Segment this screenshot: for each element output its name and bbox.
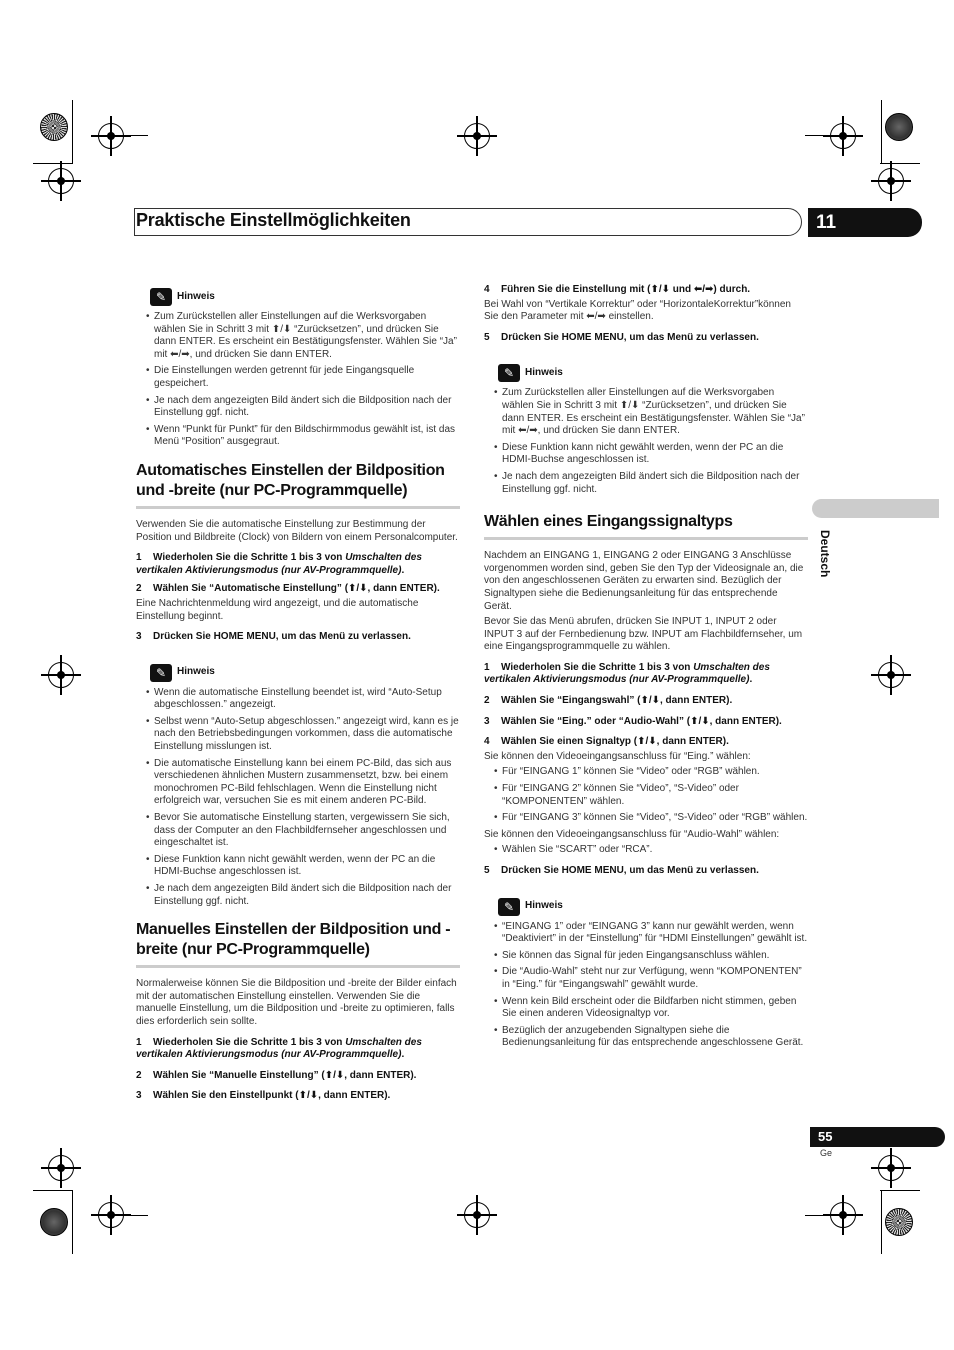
paragraph: Bevor Sie das Menü abrufen, drücken Sie INPUT 1, INPUT 2 oder INPUT 3 auf der Fernbedienung bzw. INPUT am Flachbildfernseher, um eine Eingangsprogrammquelle zu wählen. <box>484 616 803 653</box>
note-label: Hinweis <box>177 666 215 678</box>
list-item: • Wählen Sie “SCART” oder “RCA”. <box>494 844 808 857</box>
paragraph: Eine Nachrichtenmeldung wird angezeigt, und die automatische Einstellung beginnt. <box>136 597 419 622</box>
note-list <box>494 387 808 496</box>
note-label: Hinweis <box>525 367 563 379</box>
page-number: 55 <box>810 1127 945 1147</box>
registration-mark-icon <box>830 123 856 149</box>
note-label: Hinweis <box>525 900 563 912</box>
note-label: Hinweis <box>177 290 215 302</box>
registration-mark-icon <box>98 123 124 149</box>
paragraph: Sie können den Videoeingangsanschluss für “Eing.” wählen: <box>484 750 751 762</box>
section-heading: Wählen eines Eingangssignaltyps <box>484 512 808 540</box>
right-column <box>484 284 808 1054</box>
note-list <box>494 921 808 1050</box>
section-heading: Manuelles Einstellen der Bildposition und -breite (nur PC-Programmquelle) <box>136 920 460 968</box>
registration-mark-icon <box>878 168 904 194</box>
registration-mark-icon <box>48 168 74 194</box>
list-item: • Diese Funktion kann nicht gewählt werden, wenn der PC an die HDMI-Buchse angeschlossen ist. <box>494 442 808 467</box>
signal-type-list <box>494 766 808 824</box>
list-item: • Wenn die automatische Einstellung beendet ist, wird “Auto-Setup abgeschlossen.” angezeigt. <box>146 687 460 712</box>
chapter-number: 11 <box>808 208 922 237</box>
step: 2 Wählen Sie “Eingangswahl” (⬆/⬇, dann ENTER). <box>484 695 733 707</box>
pencil-icon: ✎ <box>498 364 520 382</box>
list-item: • Bevor Sie automatische Einstellung starten, vergewissern Sie sich, dass der Computer an den Flachbildfernseher angeschlossen und eingeschaltet ist. <box>146 812 460 850</box>
list-item: • Die automatische Einstellung kann bei einem PC-Bild, das sich aus verschiedenen ähnlichen Mustern zusammensetzt, bzw. bei einem monochromen PC-Bild fehlschlagen. Wenn die Einstellung nicht erfolgreich war, versuchen Sie es mit einem anderen PC-Bild. <box>146 758 460 808</box>
registration-mark-icon <box>464 123 490 149</box>
step: 2 Wählen Sie “Manuelle Einstellung” (⬆/⬇, dann ENTER). <box>136 1069 417 1081</box>
list-item: • Die Einstellungen werden getrennt für jede Eingangsquelle gespeichert. <box>146 365 460 390</box>
registration-mark-icon <box>464 1202 490 1228</box>
note-header <box>150 664 460 682</box>
paragraph: Nachdem an EINGANG 1, EINGANG 2 oder EINGANG 3 Anschlüsse vorgenommen worden sind, geben Sie den Typ der Videosignale an, die von den angeschlossenen Geräten zu erwarten sind. Bezüglich der Signaltypen siehe die Bedienungsanleitung für das entsprechende Gerät. <box>484 550 804 612</box>
list-item: • Für “EINGANG 3” können Sie “Video”, “S-Video” oder “RGB” wählen. <box>494 812 808 825</box>
language-label: Deutsch <box>818 530 832 578</box>
color-wheel-icon <box>885 1208 913 1236</box>
list-item: • Je nach dem angezeigten Bild ändert sich die Bildposition nach der Einstellung ggf. nicht. <box>146 883 460 908</box>
color-wheel-icon <box>885 113 913 141</box>
page-language-code: Ge <box>820 1148 833 1158</box>
list-item: • Die “Audio-Wahl” steht nur zur Verfügung, wenn “KOMPONENTEN” in “Eing.” für “Eingangswahl” gewählt wurde. <box>494 966 808 991</box>
paragraph: Bei Wahl von “Vertikale Korrektur” oder “HorizontaleKorrektur”können Sie den Parameter mit ⬅/➡ einstellen. <box>484 298 791 323</box>
language-tab <box>812 499 939 518</box>
step: 5 Drücken Sie HOME MENU, um das Menü zu verlassen. <box>484 865 759 876</box>
list-item: • Je nach dem angezeigten Bild ändert sich die Bildposition nach der Einstellung ggf. nicht. <box>146 395 460 420</box>
audio-type-list <box>494 844 808 857</box>
note-list <box>146 687 460 909</box>
list-item: • Zum Zurückstellen aller Einstellungen auf die Werksvorgaben wählen Sie in Schritt 3 mit ⬆/⬇ “Zurücksetzen”, und drücken Sie dann ENTER. Es erscheint ein Bestätigungsfenster. Wählen Sie “Ja” mit ⬅/➡, und drücken Sie dann ENTER. <box>494 387 808 437</box>
note-list <box>146 311 460 449</box>
list-item: • Diese Funktion kann nicht gewählt werden, wenn der PC an die HDMI-Buchse angeschlossen ist. <box>146 854 460 879</box>
registration-mark-icon <box>48 1155 74 1181</box>
pencil-icon: ✎ <box>150 664 172 682</box>
section-heading: Automatisches Einstellen der Bildposition und -breite (nur PC-Programmquelle) <box>136 461 460 509</box>
note-header <box>498 364 808 382</box>
list-item: • Sie können das Signal für jeden Eingangsanschluss wählen. <box>494 950 808 963</box>
note-header <box>498 898 808 916</box>
list-item: • Je nach dem angezeigten Bild ändert sich die Bildposition nach der Einstellung ggf. nicht. <box>494 471 808 496</box>
paragraph: Sie können den Videoeingangsanschluss für “Audio-Wahl” wählen: <box>484 828 780 840</box>
list-item: • Bezüglich der anzugebenden Signaltypen siehe die Bedienungsanleitung für das entsprechende angeschlossene Gerät. <box>494 1025 808 1050</box>
page-title: Praktische Einstellmöglichkeiten <box>136 210 411 230</box>
step: 3 Wählen Sie den Einstellpunkt (⬆/⬇, dann ENTER). <box>136 1090 391 1102</box>
color-wheel-icon <box>40 1208 68 1236</box>
step: 1 Wiederholen Sie die Schritte 1 bis 3 von Umschalten des vertikalen Aktivierungsmodus (nur AV-Programmquelle). <box>484 661 770 686</box>
note-header <box>150 288 460 306</box>
registration-mark-icon <box>878 1155 904 1181</box>
color-wheel-icon <box>40 113 68 141</box>
step: 2 Wählen Sie “Automatische Einstellung” (⬆/⬇, dann ENTER). <box>136 583 440 595</box>
step: 1 Wiederholen Sie die Schritte 1 bis 3 von Umschalten des vertikalen Aktivierungsmodus (nur AV-Programmquelle). <box>136 552 422 576</box>
paragraph: Verwenden Sie die automatische Einstellung zur Bestimmung der Position und Bildbreite (Clock) von Bildern von einem Personalcomputer. <box>136 518 458 543</box>
step: 3 Wählen Sie “Eing.” oder “Audio-Wahl” (⬆/⬇, dann ENTER). <box>484 715 782 727</box>
list-item: • Wenn “Punkt für Punkt” für den Bildschirmmodus gewählt ist, ist das Menü “Position” ausgegraut. <box>146 424 460 449</box>
list-item: • Zum Zurückstellen aller Einstellungen auf die Werksvorgaben wählen Sie in Schritt 3 mit ⬆/⬇ “Zurücksetzen”, und drücken Sie dann ENTER. Es erscheint ein Bestätigungsfenster. Wählen Sie “Ja” mit ⬅/➡, und drücken Sie dann ENTER. <box>146 311 460 361</box>
list-item: • “EINGANG 1” oder “EINGANG 3” kann nur gewählt werden, wenn “Deaktiviert” in der “Einstellung” für “HDMI Einstellungen” gewählt ist. <box>494 921 808 946</box>
list-item: • Selbst wenn “Auto-Setup abgeschlossen.” angezeigt wird, kann es je nach den Betriebsbedingungen vorkommen, dass die automatische Einstellung misslungen ist. <box>146 716 460 754</box>
step: 5 Drücken Sie HOME MENU, um das Menü zu verlassen. <box>484 331 759 343</box>
step: 4 Führen Sie die Einstellung mit (⬆/⬇ und ⬅/➡) durch. <box>484 284 751 295</box>
step: 4 Wählen Sie einen Signaltyp (⬆/⬇, dann ENTER). <box>484 736 729 748</box>
step: 1 Wiederholen Sie die Schritte 1 bis 3 von Umschalten des vertikalen Aktivierungsmodus (nur AV-Programmquelle). <box>136 1036 422 1061</box>
list-item: • Für “EINGANG 2” können Sie “Video”, “S-Video” oder “KOMPONENTEN” wählen. <box>494 783 808 808</box>
step: 3 Drücken Sie HOME MENU, um das Menü zu verlassen. <box>136 631 411 643</box>
pencil-icon: ✎ <box>498 898 520 916</box>
left-column <box>136 288 460 1105</box>
paragraph: Normalerweise können Sie die Bildposition und -breite der Bilder einfach mit der automatischen Einstellung einstellen. Verwenden Sie die manuelle Einstellung, um die Bildposition und -breite zu optimieren, falls dies erforderlich sein sollte. <box>136 978 457 1027</box>
list-item: • Für “EINGANG 1” können Sie “Video” oder “RGB” wählen. <box>494 766 808 779</box>
pencil-icon: ✎ <box>150 288 172 306</box>
registration-mark-icon <box>48 662 74 688</box>
list-item: • Wenn kein Bild erscheint oder die Bildfarben nicht stimmen, geben Sie einen anderen Videosignaltyp vor. <box>494 996 808 1021</box>
registration-mark-icon <box>878 662 904 688</box>
